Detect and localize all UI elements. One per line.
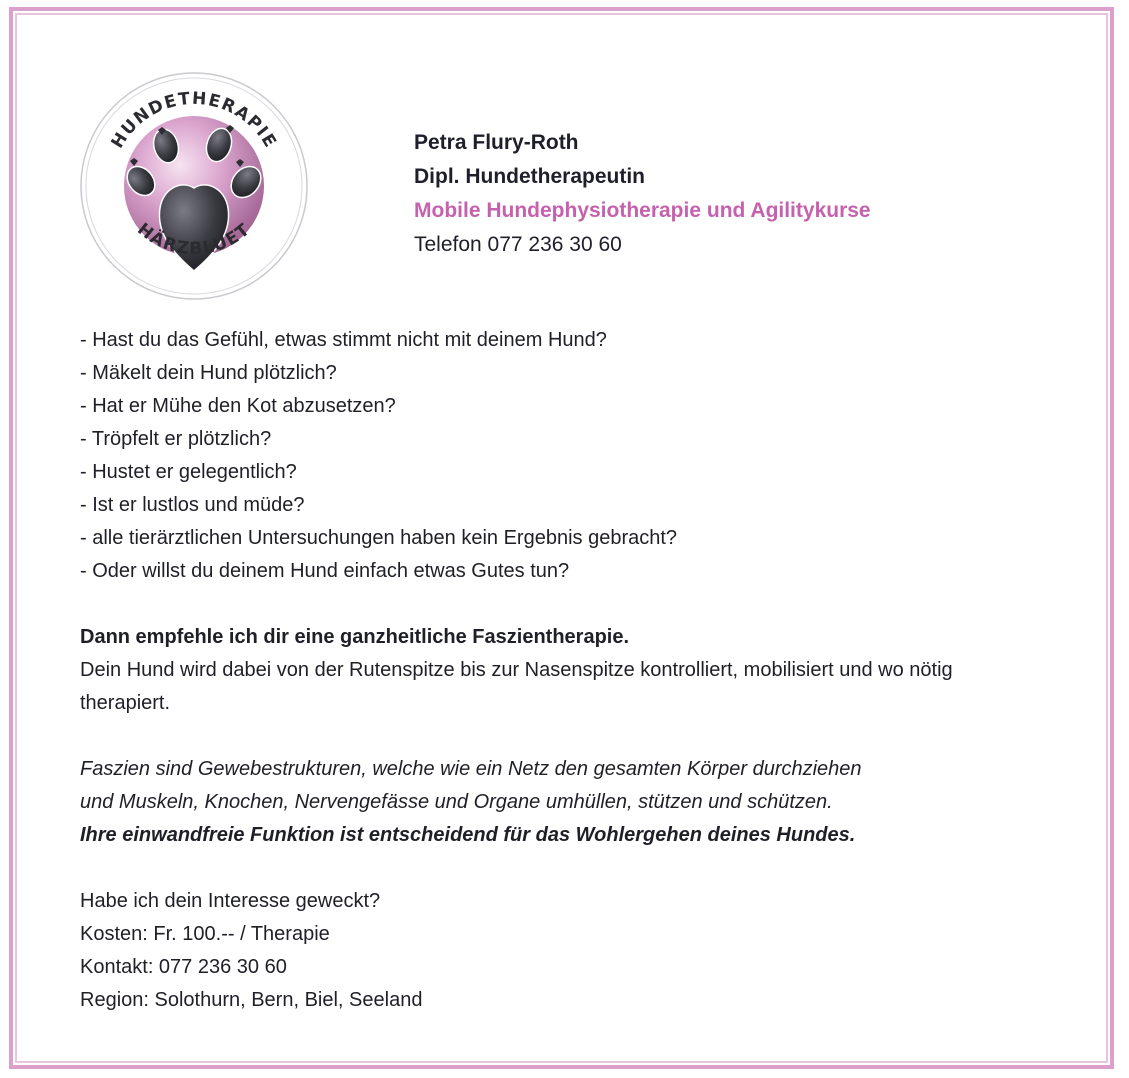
list-item: - Tröpfelt er plötzlich?: [80, 428, 272, 450]
info-section: [80, 885, 1040, 1017]
recommendation-heading: Dann empfehle ich dir eine ganzheitliche Faszientherapie.: [80, 626, 630, 648]
cost-info: Kosten: Fr. 100.-- / Therapie: [80, 923, 330, 945]
logo-bottom-text: HÄRZBLUET: [133, 219, 255, 260]
contact-header: [414, 126, 871, 262]
logo-top-text: HUNDETHERAPIE: [107, 88, 281, 153]
haerzbluet-logo: [74, 66, 314, 306]
list-item: - Oder willst du deinem Hund einfach etwas Gutes tun?: [80, 560, 570, 582]
fascia-section: [80, 753, 1040, 852]
list-item: - Hat er Mühe den Kot abzusetzen?: [80, 395, 396, 417]
list-item: - alle tierärztlichen Untersuchungen haben kein Ergebnis gebracht?: [80, 527, 678, 549]
contact-info: Kontakt: 077 236 30 60: [80, 956, 287, 978]
service-subtitle: Mobile Hundephysiotherapie und Agilitykurse: [414, 199, 871, 222]
fascia-emphasis: Ihre einwandfreie Funktion ist entscheidend für das Wohlergehen deines Hundes.: [80, 824, 856, 846]
therapist-name: Petra Flury-Roth: [414, 131, 579, 154]
header-phone: Telefon 077 236 30 60: [414, 233, 622, 256]
fascia-line-2: und Muskeln, Knochen, Nervengefässe und Organe umhüllen, stützen und schützen.: [80, 791, 833, 813]
fascia-line-1: Faszien sind Gewebestrukturen, welche wie ein Netz den gesamten Körper durchziehen: [80, 758, 862, 780]
list-item: - Mäkelt dein Hund plötzlich?: [80, 362, 337, 384]
interest-question: Habe ich dein Interesse geweckt?: [80, 890, 381, 912]
list-item: - Hast du das Gefühl, etwas stimmt nicht mit deinem Hund?: [80, 329, 607, 351]
recommendation-body: Dein Hund wird dabei von der Rutenspitze bis zur Nasenspitze kontrolliert, mobilisiert und wo nötig therapiert.: [80, 659, 953, 714]
question-list: [80, 324, 1040, 588]
therapist-title: Dipl. Hundetherapeutin: [414, 165, 645, 188]
region-info: Region: Solothurn, Bern, Biel, Seeland: [80, 989, 423, 1011]
list-item: - Hustet er gelegentlich?: [80, 461, 297, 483]
flyer-body: [80, 324, 1040, 1017]
recommendation-section: [80, 621, 1040, 720]
list-item: - Ist er lustlos und müde?: [80, 494, 305, 516]
